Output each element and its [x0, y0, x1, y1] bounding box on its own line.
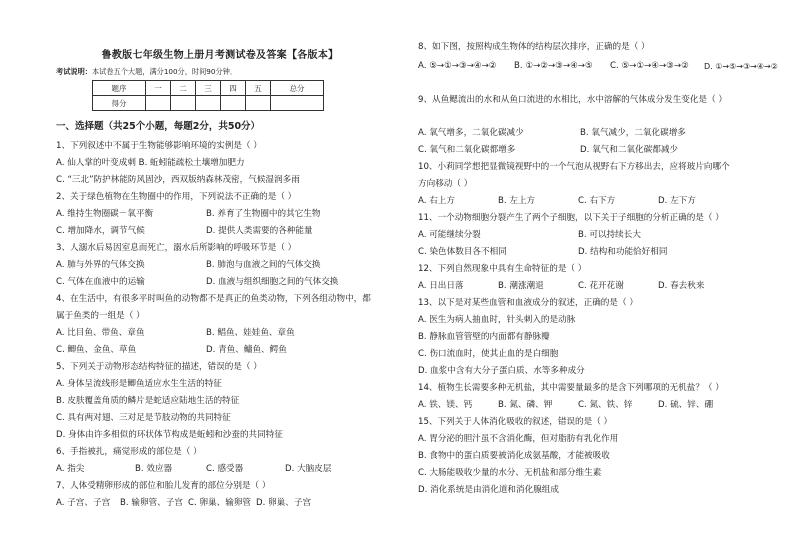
- question-11-option-a: A. 可能继续分裂: [418, 230, 481, 240]
- score-cell: 五: [246, 81, 271, 96]
- question-2-option-c: C. 增加降水，调节气候: [56, 226, 145, 236]
- question-8-option-b: B. ①→②→③→④→⑤: [514, 61, 593, 71]
- question-3-option-d: D. 血液与组织细胞之间的气体交换: [206, 277, 339, 287]
- question-7-option-d: D. 卵巢、子宫: [256, 498, 312, 508]
- question-10-cont: 方向移动（ ）: [418, 179, 473, 189]
- question-8-option-a: A. ⑤→①→③→④→②: [418, 61, 497, 71]
- question-15: 15、下列关于人体消化吸收的叙述，错误的是（ ）: [418, 417, 613, 427]
- question-15-option-a: A. 胃分泌的胆汁虽不含消化酶，但对脂肪有乳化作用: [418, 434, 619, 444]
- question-4-option-b: B. 鲳鱼、娃娃鱼、章鱼: [206, 328, 295, 338]
- question-11: 11、一个动物细胞分裂产生了两个子细胞，以下关于子细胞的分析正确的是（ ）: [418, 213, 724, 223]
- question-6-option-c: C. 感受器: [206, 464, 244, 474]
- question-5-option-d: D. 身体由许多相似的环状体节构成是蚯蚓和沙蚕的共同特征: [56, 430, 283, 440]
- score-cell: 三: [196, 81, 221, 96]
- question-12-option-d: D. 春去秋来: [658, 281, 705, 291]
- notice-text: 本试卷五个大题，满分100分，时间90分钟．: [91, 67, 238, 76]
- question-9-option-d: D. 氧气和二氧化碳都减少: [580, 145, 679, 155]
- question-6-option-a: A. 指尖: [56, 464, 85, 474]
- question-15-option-b: B. 食物中的蛋白质要被消化成氨基酸，才能被吸收: [418, 451, 610, 461]
- question-8-option-c: C. ⑤→①→④→③→②: [610, 61, 689, 71]
- question-10-option-d: D. 左下方: [658, 196, 696, 206]
- question-12: 12、下列自然现象中具有生命特征的是（ ）: [418, 264, 587, 274]
- question-2-option-a: A. 维持生物圈碳－氧平衡: [56, 209, 154, 219]
- question-14-option-c: C. 氮、铁、锌: [578, 400, 633, 410]
- question-1-option-c: C. “三北”防护林能防风固沙，西双版纳森林茂密，气候湿润多雨: [56, 175, 300, 185]
- question-4-option-c: C. 鲫鱼、金鱼、草鱼: [56, 345, 137, 355]
- exam-notice: [56, 67, 376, 77]
- question-9-option-c: C. 氧气和二氧化碳都增多: [418, 145, 516, 155]
- question-2: 2、关于绿色植物在生物圈中的作用，下列说法不正确的是（ ）: [56, 192, 297, 202]
- question-3-option-a: A. 肺与外界的气体交换: [56, 260, 145, 270]
- question-8-option-d: D. ①→⑤→③→④→②: [704, 62, 778, 71]
- score-cell: 一: [146, 81, 171, 96]
- question-4-option-d: D. 青鱼、鳙鱼、鳄鱼: [206, 345, 287, 355]
- score-cell[interactable]: [196, 96, 221, 111]
- question-14-option-a: A. 铁、镁、钙: [418, 400, 473, 410]
- question-10-option-c: C. 右下方: [578, 196, 616, 206]
- question-9: 9、从鱼鳃流出的水和从鱼口流进的水相比，水中溶解的气体成分发生变化是（ ）: [418, 95, 727, 105]
- question-10-option-a: A. 右上方: [418, 196, 455, 206]
- question-11-option-d: D. 结构和功能恰好相同: [578, 247, 668, 257]
- question-14-option-d: D. 硫、锌、硼: [658, 400, 714, 410]
- question-15-option-d: D. 消化系统是由消化道和消化腺组成: [418, 485, 559, 495]
- score-cell: 得分: [93, 96, 146, 111]
- question-9-option-a: A. 氧气增多，二氧化碳减少: [418, 128, 524, 138]
- question-15-option-c: C. 大肠能吸收少量的水分、无机盐和部分维生素: [418, 468, 602, 478]
- question-9-option-b: B. 氧气减少，二氧化碳增多: [580, 128, 686, 138]
- question-10-option-b: B. 左上方: [498, 196, 536, 206]
- question-2-option-d: D. 提供人类需要的各种能量: [206, 226, 313, 236]
- question-6: 6、手指被扎，痛觉形成的部位是（ ）: [56, 447, 202, 457]
- question-5: 5、下列关于动物形态结构特征的描述，错误的是（ ）: [56, 362, 262, 372]
- question-13-option-b: B. 静脉血管管壁的内面都有静脉瓣: [418, 332, 550, 342]
- question-5-option-b: B. 皮肤覆盖角质的鳞片是蛇适应陆地生活的特征: [56, 396, 240, 406]
- score-cell[interactable]: [171, 96, 196, 111]
- question-4: 4、在生活中，有很多平时叫鱼的动物都不是真正的鱼类动物，下列各组动物中，都: [56, 294, 371, 304]
- notice-label: 考试说明：: [56, 67, 92, 76]
- question-7: 7、人体受精卵形成的部位和胎儿发育的部位分别是（ ）: [56, 481, 271, 491]
- question-6-option-d: D. 大脑皮层: [285, 464, 332, 474]
- question-10: 10、小莉同学想把显微镜视野中的一个气泡从视野右下方移出去，应将玻片向哪个: [418, 162, 730, 172]
- question-13: 13、以下是对某些血管和血液成分的叙述，正确的是（ ）: [418, 298, 638, 308]
- question-14: 14、植物生长需要多种无机盐，其中需要量最多的是含下列哪项的无机盐？（ ）: [418, 383, 724, 393]
- section-heading: 一、选择题（共25个小题，每题2分，共50分）: [56, 121, 261, 132]
- question-3: 3、人溺水后易因室息而死亡，溺水后所影响的呼吸环节是（ ）: [56, 243, 297, 253]
- score-cell: 总分: [271, 81, 324, 96]
- question-5-option-c: C. 具有两对翅、三对足是节肢动物的共同特征: [56, 413, 231, 423]
- question-7-option-a: A. 子宫、子宫: [56, 498, 111, 508]
- question-3-option-b: B. 肺泡与血液之间的气体交换: [206, 260, 321, 270]
- question-7-option-b: B. 输卵管、子宫: [120, 498, 183, 508]
- score-cell: 题序: [93, 81, 146, 96]
- question-2-option-b: B. 养育了生物圈中的其它生物: [206, 209, 321, 219]
- question-14-option-b: B. 氮、磷、钾: [498, 400, 553, 410]
- question-13-option-a: A. 医生为病人抽血时，针头刺入的是动脉: [418, 315, 576, 325]
- question-4-option-a: A. 比目鱼、带鱼、章鱼: [56, 328, 145, 338]
- question-5-option-a: A. 身体呈流线形是鲫鱼适应水生生活的特征: [56, 379, 222, 389]
- question-11-option-b: B. 可以持续长大: [578, 230, 641, 240]
- question-4-cont: 属于鱼类的一组是（ ）: [56, 311, 145, 321]
- question-12-option-c: C. 花开花谢: [578, 281, 624, 291]
- page-title: 鲁教版七年级生物上册月考测试卷及答案【各版本】: [101, 50, 339, 61]
- score-cell: 四: [221, 81, 246, 96]
- question-8: 8、如下图，按照构成生物体的结构层次排序，正确的是（ ）: [418, 42, 650, 52]
- question-13-option-d: D. 血浆中含有大分子蛋白质、水等多种成分: [418, 366, 585, 376]
- question-3-option-c: C. 气体在血液中的运输: [56, 277, 145, 287]
- score-table-score-row: [93, 96, 324, 111]
- question-1: 1、下列叙述中不属于生物能够影响环境的实例是（ ）: [56, 141, 262, 151]
- question-7-option-c: C. 卵巢、输卵管: [188, 498, 252, 508]
- score-cell[interactable]: [221, 96, 246, 111]
- question-12-option-b: B. 潮涨潮退: [498, 281, 544, 291]
- question-11-option-c: C. 染色体数目各不相同: [418, 247, 507, 257]
- score-table-header-row: [93, 81, 324, 96]
- score-cell[interactable]: [146, 96, 171, 111]
- score-cell[interactable]: [271, 96, 324, 111]
- question-1-options-ab: A. 仙人掌的叶变成刺 B. 蚯蚓能疏松土壤增加肥力: [56, 158, 245, 168]
- question-12-option-a: A. 日出日落: [418, 281, 464, 291]
- score-cell[interactable]: [246, 96, 271, 111]
- score-cell: 二: [171, 81, 196, 96]
- question-6-option-b: B. 效应器: [135, 464, 173, 474]
- question-13-option-c: C. 伤口流血时，使其止血的是白细胞: [418, 349, 559, 359]
- score-table: [92, 80, 324, 111]
